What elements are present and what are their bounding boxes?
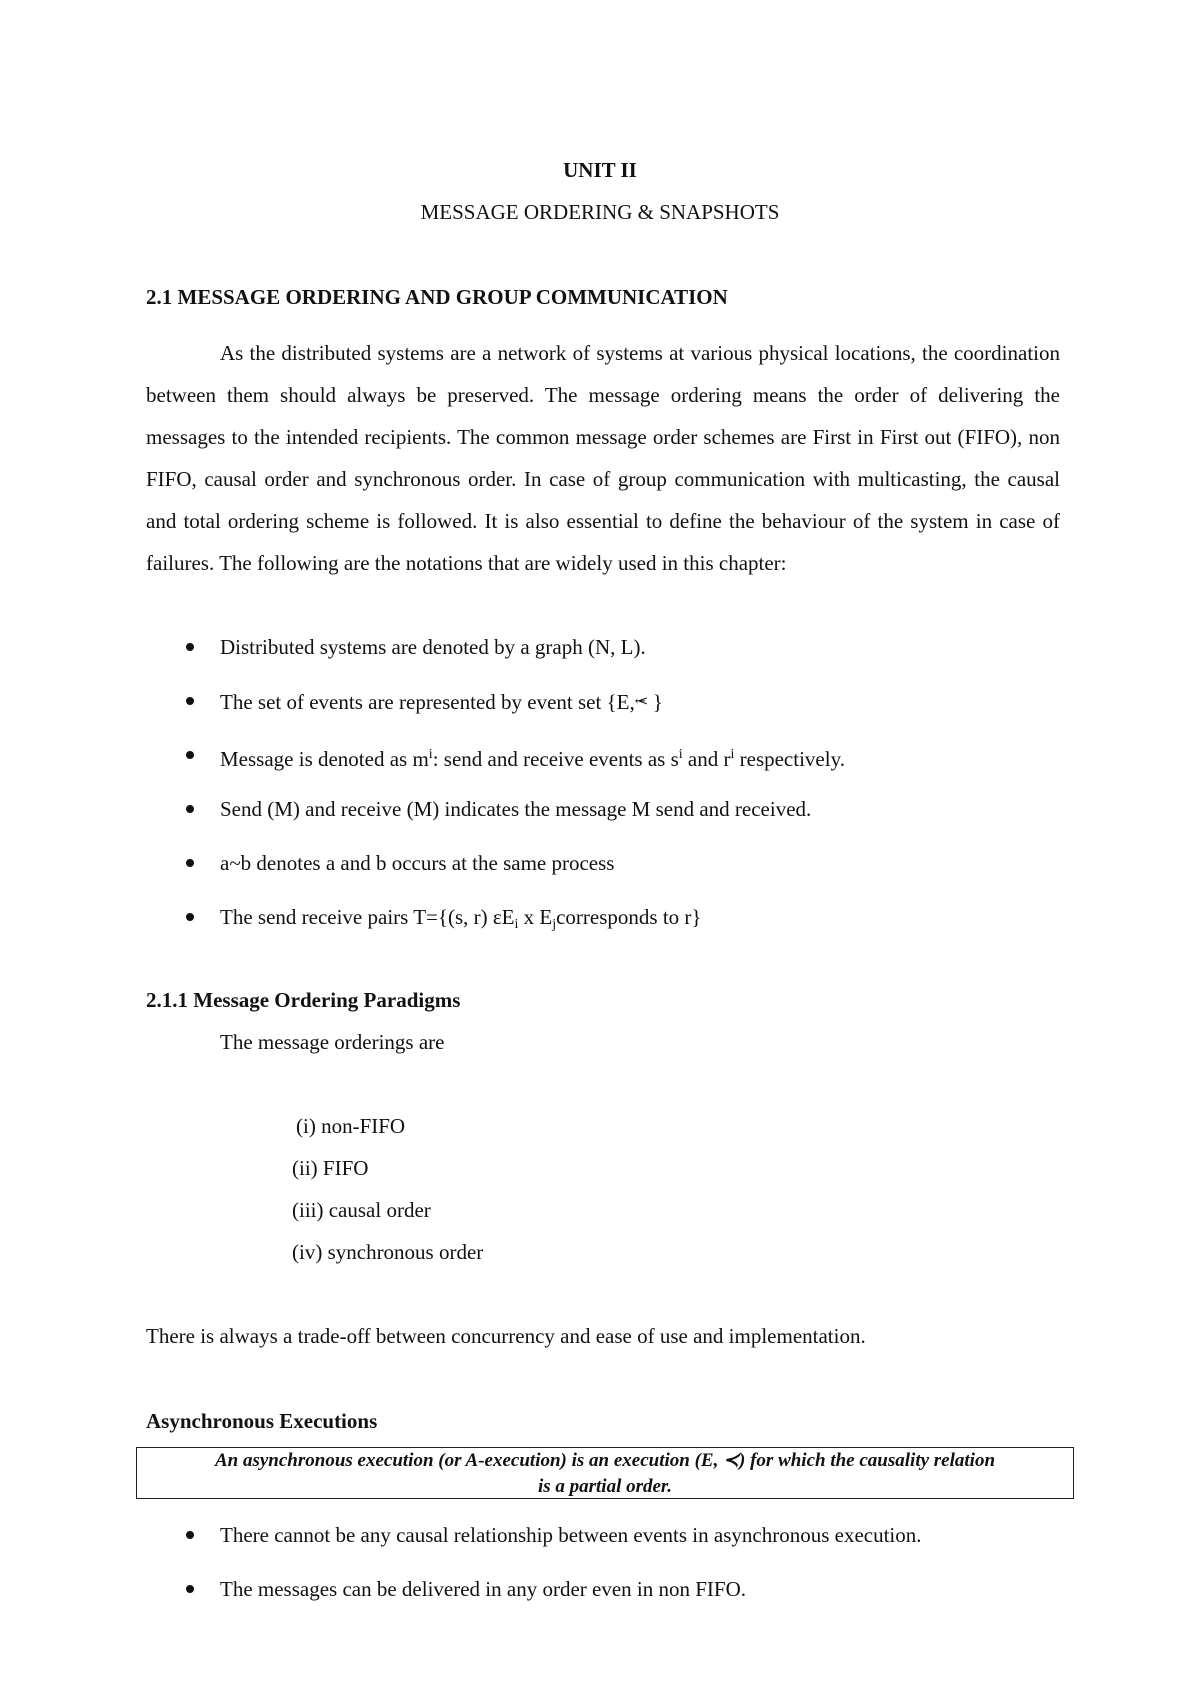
subscript: i [514, 917, 519, 932]
superscript: i [428, 747, 433, 762]
definition-line: An asynchronous execution (or A-execution) is an execution (E, ≺) for which the causality relation [214, 1450, 996, 1471]
bullet-icon [186, 913, 194, 921]
async-heading: Asynchronous Executions [146, 1409, 378, 1433]
list-item-text: : send and receive events as s [432, 747, 679, 771]
ordering-item: (iv) synchronous order [292, 1240, 484, 1264]
superscript: i [678, 747, 683, 762]
async-list [146, 1520, 1060, 1628]
list-item-text: The set of events are represented by event set {E, [220, 690, 635, 714]
list-item [146, 1574, 1060, 1628]
list-item [146, 1520, 1060, 1574]
list-item [146, 686, 1060, 740]
list-item [146, 740, 1060, 794]
orderings-intro: The message orderings are [220, 1030, 445, 1054]
list-item-text: The messages can be delivered in any order even in non FIFO. [220, 1577, 747, 1601]
bullet-icon [186, 805, 194, 813]
list-item-text: Message is denoted as m [220, 747, 429, 771]
list-item [146, 794, 1060, 848]
list-item-text: Send (M) and receive (M) indicates the message M send and received. [220, 797, 812, 821]
definition-line: is a partial order. [537, 1476, 673, 1497]
precedence-symbol: ⥷ [634, 693, 648, 708]
list-item-text: There cannot be any causal relationship between events in asynchronous execution. [220, 1523, 922, 1547]
ordering-item: (i) non-FIFO [296, 1114, 406, 1138]
bullet-icon [186, 1585, 194, 1593]
bullet-icon [186, 1531, 194, 1539]
list-item-text: Distributed systems are denoted by a graph (N, L). [220, 635, 646, 659]
chapter-title: MESSAGE ORDERING & SNAPSHOTS [420, 200, 780, 224]
list-item-text: } [647, 690, 663, 714]
list-item [146, 902, 1060, 956]
subscript: j [552, 917, 557, 932]
list-item-text: respectively. [734, 747, 845, 771]
list-item-text: and r [682, 747, 731, 771]
notation-list [146, 632, 1060, 956]
ordering-item: (ii) FIFO [292, 1156, 369, 1180]
list-item-text: a~b denotes a and b occurs at the same process [220, 851, 615, 875]
definition-box [136, 1447, 1074, 1499]
bullet-icon [186, 697, 194, 705]
unit-heading: UNIT II [563, 158, 637, 182]
tradeoff-text: There is always a trade-off between concurrency and ease of use and implementation. [146, 1324, 866, 1348]
bullet-icon [186, 643, 194, 651]
bullet-icon [186, 751, 194, 759]
list-item-text: x E [518, 905, 553, 929]
list-item [146, 848, 1060, 902]
bullet-icon [186, 859, 194, 867]
ordering-item: (iii) causal order [292, 1198, 431, 1222]
superscript: i [730, 747, 735, 762]
section-2-1-1-heading: 2.1.1 Message Ordering Paradigms [146, 988, 461, 1012]
list-item [146, 632, 1060, 686]
list-item-text: The send receive pairs T={(s, r) εE [220, 905, 515, 929]
paragraph-text: As the distributed systems are a network of systems at various physical locations, the coordination between them should always be preserved. The message ordering means the order of delivering the messages to the intended recipients. The common message order schemes are First in First out (FIFO), non FIFO, causal order and synchronous order. In case of group communication with multicasting, the causal and total ordering scheme is followed. It is also essential to define the behaviour of the system in case of failures. The following are the notations that are widely used in this chapter: [146, 341, 1060, 575]
section-2-1-heading: 2.1 MESSAGE ORDERING AND GROUP COMMUNICATION [146, 285, 728, 309]
section-2-1-paragraph [146, 332, 1060, 584]
list-item-text: corresponds to r} [556, 905, 702, 929]
